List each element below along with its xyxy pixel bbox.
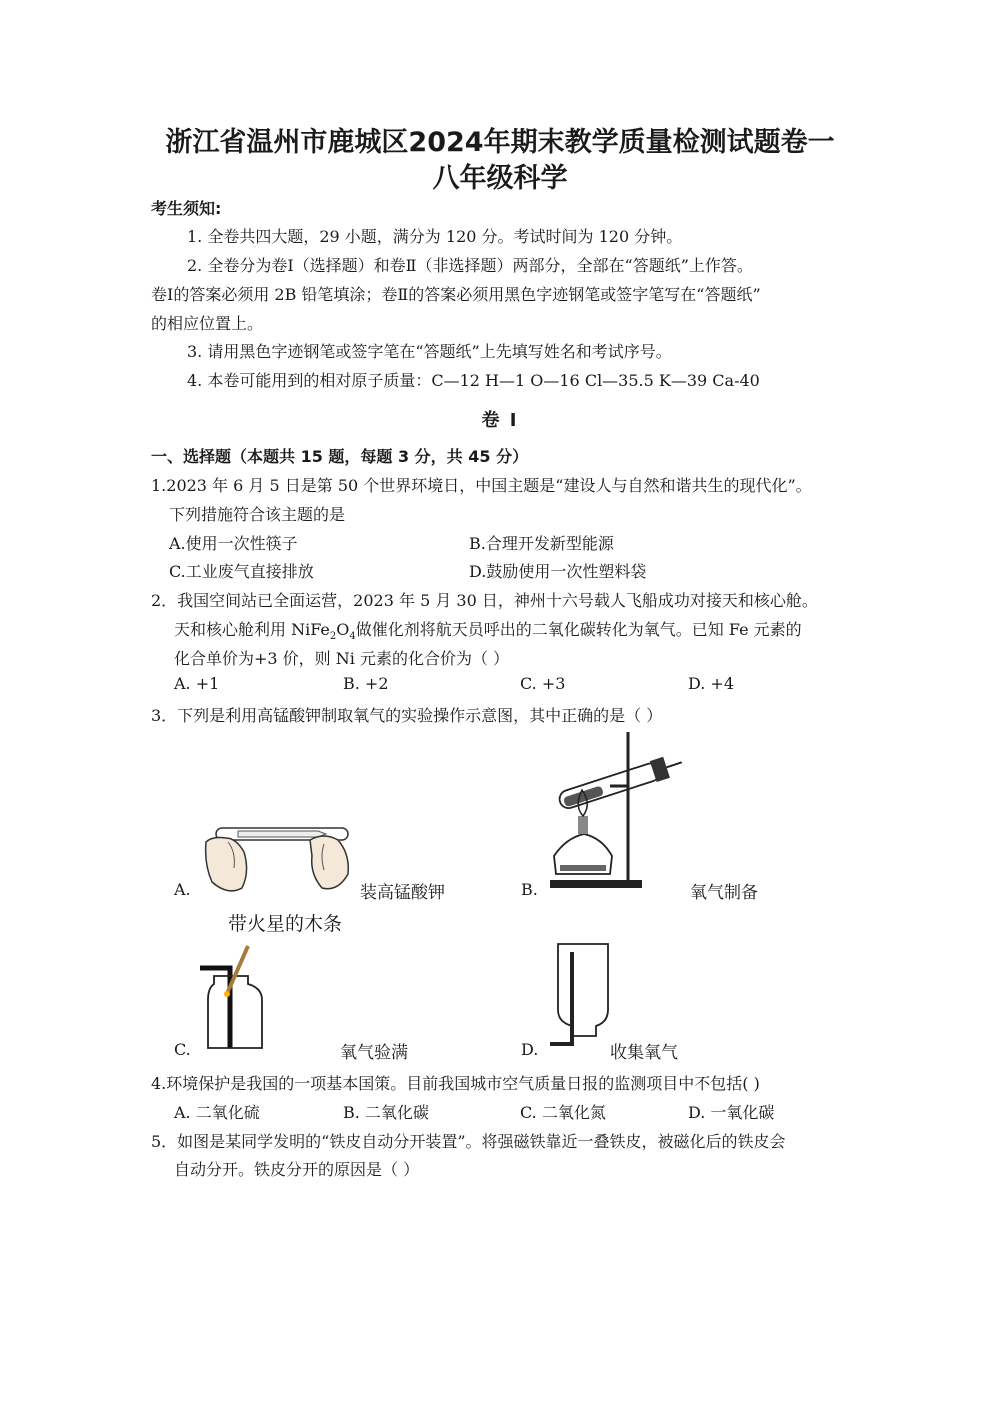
q1-stem-line2: 下列措施符合该主题的是 xyxy=(169,505,346,524)
page-subtitle: 八年级科学 xyxy=(432,163,568,194)
notice-item-2c: 的相应位置上。 xyxy=(151,314,264,333)
notice-item-2b: 卷Ⅰ的答案必须用 2B 铅笔填涂；卷Ⅱ的答案必须用黑色字迹钢笔或签字笔写在“答题纸” xyxy=(151,285,761,304)
q1-option-d: D.鼓励使用一次性塑料袋 xyxy=(469,562,647,581)
q4-option-d: D. 一氧化碳 xyxy=(688,1103,775,1122)
q3-figure-b xyxy=(546,728,682,896)
notice-item-4: 4. 本卷可能用到的相对原子质量：C—12 H—1 O—16 Cl—35.5 K—39 Ca-40 xyxy=(187,371,760,390)
q2-line2-post: 做催化剂将航天员呼出的二氧化碳转化为氧气。已知 Fe 元素的 xyxy=(355,620,802,639)
notice-item-1: 1. 全卷共四大题，29 小题，满分为 120 分。考试时间为 120 分钟。 xyxy=(187,227,683,246)
q3-option-c-top-label: 带火星的木条 xyxy=(228,913,343,935)
section-heading: 一、选择题（本题共 15 题，每题 3 分，共 45 分） xyxy=(151,447,529,466)
q3-option-a-caption: 装高锰酸钾 xyxy=(360,883,445,903)
q4-stem: 4.环境保护是我国的一项基本国策。目前我国城市空气质量日报的监测项目中不包括( ) xyxy=(151,1074,760,1093)
page-title: 浙江省温州市鹿城区2024年期末教学质量检测试题卷一 xyxy=(165,127,835,158)
q3-option-b-caption: 氧气制备 xyxy=(690,883,758,903)
q3-figure-d xyxy=(546,940,616,1056)
q2-stem-line1: 2．我国空间站已全面运营，2023 年 5 月 30 日，神州十六号载人飞船成功对接天和核心舱。 xyxy=(151,591,818,610)
q1-stem-line1: 1.2023 年 6 月 5 日是第 50 个世界环境日，中国主题是“建设人与自然和谐共生的现代化”。 xyxy=(151,476,812,495)
q1-option-c: C.工业废气直接排放 xyxy=(169,562,314,581)
q2-stem-line2 xyxy=(174,617,802,642)
q2-option-b: B. +2 xyxy=(343,674,389,693)
q2-formula-sub-2: 2 xyxy=(329,631,337,643)
q3-option-b-letter: B. xyxy=(521,880,538,899)
q2-option-d: D. +4 xyxy=(688,674,735,693)
q2-stem-line3: 化合单价为+3 价，则 Ni 元素的化合价为（ ） xyxy=(174,649,510,668)
q3-figure-c xyxy=(196,940,270,1054)
q3-stem: 3．下列是利用高锰酸钾制取氧气的实验操作示意图，其中正确的是（ ） xyxy=(151,706,663,725)
notice-item-2a: 2. 全卷分为卷Ⅰ（选择题）和卷Ⅱ（非选择题）两部分，全部在“答题纸”上作答。 xyxy=(187,256,753,275)
q2-option-c: C. +3 xyxy=(520,674,566,693)
q3-option-d-caption: 收集氧气 xyxy=(610,1043,678,1063)
q1-option-b: B.合理开发新型能源 xyxy=(469,534,614,553)
notice-heading: 考生须知: xyxy=(151,199,222,218)
q5-stem-line1: 5．如图是某同学发明的“铁皮自动分开装置”。将强磁铁靠近一叠铁皮，被磁化后的铁皮会 xyxy=(151,1132,786,1151)
notice-item-3: 3. 请用黑色字迹钢笔或签字笔在“答题纸”上先填写姓名和考试序号。 xyxy=(187,342,672,361)
q1-option-a: A.使用一次性筷子 xyxy=(169,534,298,553)
q3-option-c-caption: 氧气验满 xyxy=(340,1043,408,1063)
q2-formula-sub-4: 4 xyxy=(349,631,356,643)
q4-option-b: B. 二氧化碳 xyxy=(343,1103,429,1122)
volume-label: 卷 I xyxy=(481,410,519,431)
q2-option-a: A. +1 xyxy=(174,674,220,693)
q3-option-c-letter: C. xyxy=(174,1040,191,1059)
q2-formula-o: O xyxy=(336,620,350,639)
q4-option-a: A. 二氧化硫 xyxy=(174,1103,260,1122)
q3-option-a-letter: A. xyxy=(174,880,191,899)
q2-line2-pre: 天和核心舱利用 NiFe xyxy=(174,620,330,639)
q3-option-d-letter: D. xyxy=(521,1040,539,1059)
q5-stem-line2: 自动分开。铁皮分开的原因是（ ） xyxy=(174,1160,420,1179)
q3-figure-a xyxy=(198,812,358,898)
q4-option-c: C. 二氧化氮 xyxy=(520,1103,606,1122)
